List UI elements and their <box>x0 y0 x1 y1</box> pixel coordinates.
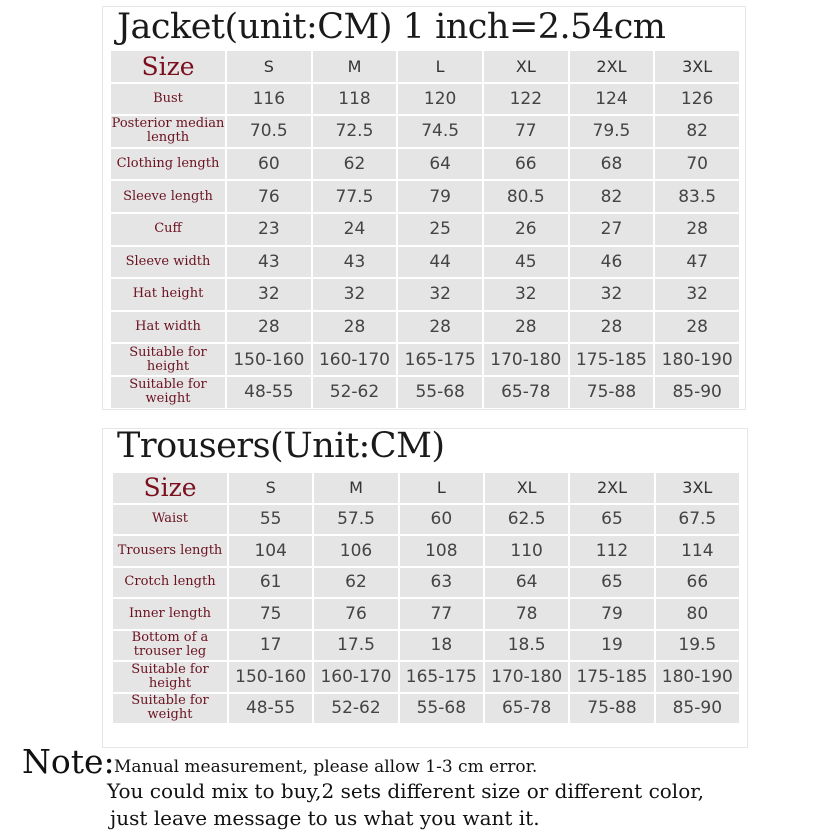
table-row <box>113 505 739 535</box>
table-cell: 70.5 <box>227 116 311 147</box>
row-label: Crotch length <box>113 568 227 598</box>
table-cell: 106 <box>314 536 397 566</box>
jacket-title: Jacket(unit:CM) 1 inch=2.54cm <box>117 7 666 47</box>
note-line-2: You could mix to buy,2 sets different size or different color, <box>107 779 704 803</box>
size-header-row <box>111 51 739 82</box>
table-cell: 32 <box>398 279 482 310</box>
table-row <box>111 181 739 212</box>
table-cell: 180-190 <box>655 344 739 375</box>
table-cell: 180-190 <box>656 662 739 692</box>
table-cell: 55-68 <box>400 694 483 724</box>
trousers-size-table <box>111 471 741 725</box>
table-cell: 57.5 <box>314 505 397 535</box>
size-column-header: 3XL <box>655 51 739 82</box>
table-cell: 28 <box>398 312 482 343</box>
table-cell: 28 <box>484 312 568 343</box>
table-cell: 77.5 <box>313 181 397 212</box>
table-cell: 116 <box>227 84 311 115</box>
table-cell: 18 <box>400 631 483 661</box>
table-cell: 32 <box>655 279 739 310</box>
table-cell: 78 <box>485 599 568 629</box>
table-cell: 65 <box>570 505 653 535</box>
table-cell: 114 <box>656 536 739 566</box>
table-cell: 77 <box>484 116 568 147</box>
table-cell: 75-88 <box>570 694 653 724</box>
table-row <box>111 312 739 343</box>
row-label: Hat height <box>111 279 225 310</box>
table-cell: 150-160 <box>227 344 311 375</box>
row-label: Sleeve width <box>111 247 225 278</box>
table-cell: 17.5 <box>314 631 397 661</box>
table-cell: 60 <box>227 149 311 180</box>
table-cell: 65-78 <box>485 694 568 724</box>
row-label: Trousers length <box>113 536 227 566</box>
table-cell: 82 <box>570 181 654 212</box>
table-cell: 52-62 <box>314 694 397 724</box>
size-column-header: M <box>314 473 397 503</box>
table-cell: 79.5 <box>570 116 654 147</box>
table-cell: 66 <box>656 568 739 598</box>
table-cell: 32 <box>484 279 568 310</box>
table-cell: 75-88 <box>570 377 654 408</box>
table-cell: 43 <box>313 247 397 278</box>
table-row <box>113 662 739 692</box>
table-cell: 44 <box>398 247 482 278</box>
size-column-header: L <box>400 473 483 503</box>
table-cell: 74.5 <box>398 116 482 147</box>
table-row <box>111 214 739 245</box>
table-row <box>111 377 739 408</box>
table-cell: 150-160 <box>229 662 312 692</box>
table-cell: 43 <box>227 247 311 278</box>
table-cell: 28 <box>570 312 654 343</box>
table-cell: 52-62 <box>313 377 397 408</box>
table-row <box>111 149 739 180</box>
table-cell: 32 <box>313 279 397 310</box>
table-row <box>111 279 739 310</box>
jacket-size-chart <box>102 6 746 410</box>
table-cell: 85-90 <box>656 694 739 724</box>
trousers-size-chart <box>102 428 748 748</box>
row-label: Suitable for weight <box>111 377 225 408</box>
table-cell: 175-185 <box>570 344 654 375</box>
table-cell: 28 <box>655 312 739 343</box>
size-column-header: 3XL <box>656 473 739 503</box>
table-cell: 122 <box>484 84 568 115</box>
table-cell: 27 <box>570 214 654 245</box>
size-column-header: L <box>398 51 482 82</box>
size-column-header: M <box>313 51 397 82</box>
table-row <box>111 116 739 147</box>
table-row <box>113 599 739 629</box>
table-cell: 45 <box>484 247 568 278</box>
table-cell: 66 <box>484 149 568 180</box>
table-cell: 64 <box>485 568 568 598</box>
table-cell: 120 <box>398 84 482 115</box>
table-cell: 112 <box>570 536 653 566</box>
table-cell: 79 <box>398 181 482 212</box>
size-column-header: 2XL <box>570 51 654 82</box>
table-cell: 165-175 <box>398 344 482 375</box>
table-cell: 72.5 <box>313 116 397 147</box>
row-label: Suitable for weight <box>113 694 227 724</box>
table-cell: 32 <box>570 279 654 310</box>
table-cell: 68 <box>570 149 654 180</box>
table-cell: 63 <box>400 568 483 598</box>
table-cell: 19 <box>570 631 653 661</box>
table-cell: 83.5 <box>655 181 739 212</box>
table-cell: 17 <box>229 631 312 661</box>
table-cell: 28 <box>313 312 397 343</box>
table-cell: 104 <box>229 536 312 566</box>
size-column-header: S <box>229 473 312 503</box>
table-cell: 55-68 <box>398 377 482 408</box>
table-cell: 82 <box>655 116 739 147</box>
jacket-size-table <box>109 49 741 410</box>
table-cell: 160-170 <box>314 662 397 692</box>
table-cell: 32 <box>227 279 311 310</box>
row-label: Hat width <box>111 312 225 343</box>
table-cell: 79 <box>570 599 653 629</box>
size-column-header: XL <box>484 51 568 82</box>
table-cell: 67.5 <box>656 505 739 535</box>
table-row <box>113 694 739 724</box>
table-cell: 76 <box>314 599 397 629</box>
table-cell: 124 <box>570 84 654 115</box>
table-cell: 25 <box>398 214 482 245</box>
size-column-header: XL <box>485 473 568 503</box>
table-cell: 18.5 <box>485 631 568 661</box>
size-header-row <box>113 473 739 503</box>
table-cell: 80 <box>656 599 739 629</box>
table-cell: 62 <box>314 568 397 598</box>
table-cell: 165-175 <box>400 662 483 692</box>
table-cell: 160-170 <box>313 344 397 375</box>
table-cell: 170-180 <box>485 662 568 692</box>
table-cell: 76 <box>227 181 311 212</box>
table-row <box>111 344 739 375</box>
row-label: Clothing length <box>111 149 225 180</box>
table-row <box>113 631 739 661</box>
table-cell: 118 <box>313 84 397 115</box>
table-cell: 80.5 <box>484 181 568 212</box>
table-cell: 47 <box>655 247 739 278</box>
table-cell: 64 <box>398 149 482 180</box>
note-label: Note: <box>22 742 115 781</box>
table-cell: 126 <box>655 84 739 115</box>
row-label: Waist <box>113 505 227 535</box>
size-header-label: Size <box>113 473 227 503</box>
size-header-label: Size <box>111 51 225 82</box>
table-cell: 65 <box>570 568 653 598</box>
size-column-header: S <box>227 51 311 82</box>
table-cell: 70 <box>655 149 739 180</box>
table-cell: 77 <box>400 599 483 629</box>
row-label: Suitable for height <box>113 662 227 692</box>
row-label: Suitable for height <box>111 344 225 375</box>
row-label: Inner length <box>113 599 227 629</box>
note-line-1: Manual measurement, please allow 1-3 cm error. <box>114 757 538 777</box>
table-cell: 26 <box>484 214 568 245</box>
table-cell: 65-78 <box>484 377 568 408</box>
table-cell: 19.5 <box>656 631 739 661</box>
row-label: Bust <box>111 84 225 115</box>
table-cell: 23 <box>227 214 311 245</box>
row-label: Bottom of a trouser leg <box>113 631 227 661</box>
table-cell: 60 <box>400 505 483 535</box>
table-cell: 55 <box>229 505 312 535</box>
table-cell: 48-55 <box>227 377 311 408</box>
table-cell: 110 <box>485 536 568 566</box>
table-row <box>113 536 739 566</box>
row-label: Cuff <box>111 214 225 245</box>
table-cell: 28 <box>655 214 739 245</box>
table-cell: 48-55 <box>229 694 312 724</box>
note-line-3: just leave message to us what you want it. <box>110 806 540 830</box>
row-label: Posterior median length <box>111 116 225 146</box>
row-label: Sleeve length <box>111 181 225 212</box>
table-row <box>113 568 739 598</box>
table-cell: 108 <box>400 536 483 566</box>
table-cell: 62.5 <box>485 505 568 535</box>
table-cell: 85-90 <box>655 377 739 408</box>
table-cell: 170-180 <box>484 344 568 375</box>
table-cell: 75 <box>229 599 312 629</box>
size-column-header: 2XL <box>570 473 653 503</box>
table-row <box>111 247 739 278</box>
table-cell: 61 <box>229 568 312 598</box>
trousers-title: Trousers(Unit:CM) <box>117 426 445 466</box>
table-row <box>111 84 739 115</box>
table-cell: 28 <box>227 312 311 343</box>
table-cell: 175-185 <box>570 662 653 692</box>
table-cell: 62 <box>313 149 397 180</box>
table-cell: 46 <box>570 247 654 278</box>
table-cell: 24 <box>313 214 397 245</box>
